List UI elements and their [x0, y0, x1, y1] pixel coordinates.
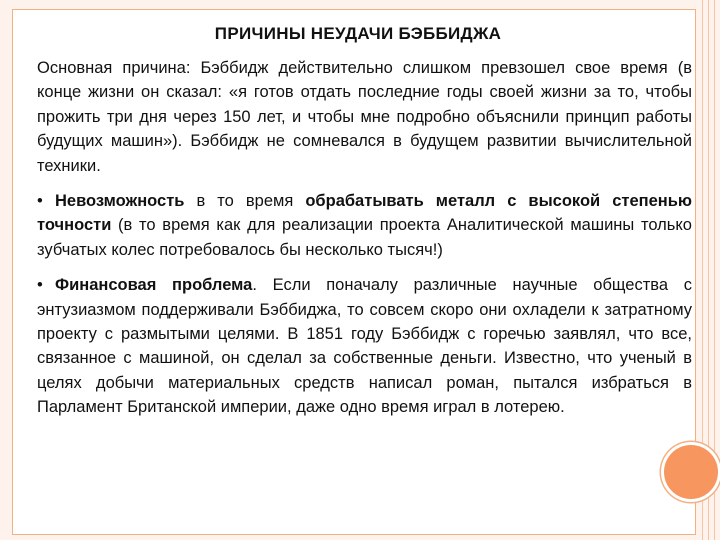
bullet2-bold: Финансовая проблема	[55, 276, 253, 295]
slide-title: ПРИЧИНЫ НЕУДАЧИ БЭББИДЖА	[214, 24, 502, 43]
bullet-item-impossibility	[37, 189, 692, 262]
intro-paragraph: Основная причина: Бэббидж действительно слишком превзошел свое время (в конце жизни он сказал: «я готов отдать последние годы своей жизни за то, чтобы прожить три дня через 150 лет, и чтобы мне подробно объяснили принцип работы будущих машин»). Бэббидж не сомневался в будущем развитии вычислительной техники.	[37, 59, 692, 175]
slide-body	[37, 56, 692, 431]
bullet1-bold-b: обрабатывать металл с высокой степенью точности	[37, 192, 692, 235]
bullet1-bold-a: Невозможность	[55, 192, 185, 211]
bullet1-text-a: в то время	[184, 192, 306, 211]
bullet-item-financial	[37, 273, 692, 419]
bullet-icon: •	[37, 276, 43, 295]
decorative-circle-icon	[664, 445, 718, 499]
bullet2-text: . Если поначалу различные научные общества с энтузиазмом поддерживали Бэббиджа, то совсем скоро они охладели к затратному проекту с размытыми целями. В 1851 году Бэббидж с горечью заявлял, что все, связанное с машиной, он сделал за собственные деньги. Известно, что ученый в целях добычи материальных средств написал роман, пытался избраться в Парламент Британской империи, даже одно время играл в лотерею.	[37, 276, 692, 417]
content-panel	[12, 9, 696, 535]
bullet1-text-b: (в то время как для реализации проекта Аналитической машины только зубчатых колес потребовалось бы несколько тысяч!)	[37, 216, 692, 259]
bullet-icon: •	[37, 192, 43, 211]
